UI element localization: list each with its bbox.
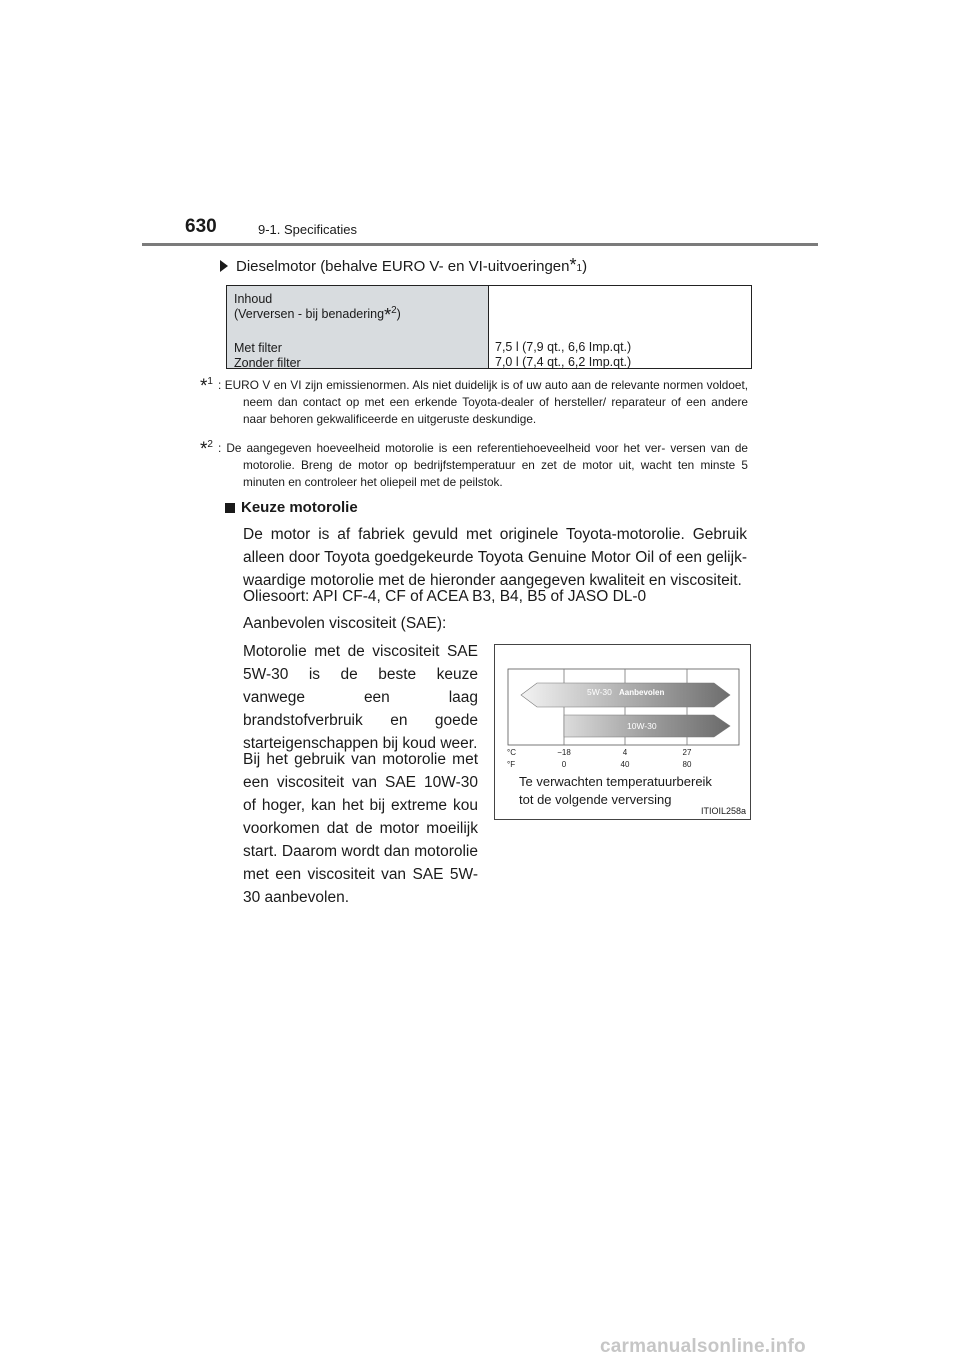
paragraph-10w30: Bij het gebruik van motorolie met een viscositeit van SAE 10W-30 of hoger, kan het bij extreme kou voorkomen dat de motor moeilijk start. Daarom wordt dan motorolie met een viscositeit van SAE 5W-30 aanbevolen. bbox=[243, 751, 478, 906]
series-label-aanbevolen: Aanbevolen bbox=[619, 688, 665, 697]
paragraph-5w30: Motorolie met de viscositeit SAE 5W-30 is de beste keuze vanwege een laag brandstofverbruik en goede starteigenschappen bij koud weer. bbox=[243, 643, 478, 752]
variant-heading-close: ) bbox=[582, 258, 588, 275]
capacity-table-labels bbox=[227, 286, 489, 368]
topic-title: Keuze motorolie bbox=[241, 499, 358, 516]
page-number: 630 bbox=[185, 216, 217, 237]
row-value-with-filter: 7,5 l (7,9 qt., 6,6 Imp.qt.) bbox=[495, 340, 632, 354]
tick-c-3: 27 bbox=[682, 748, 692, 757]
capacity-table-values bbox=[489, 286, 751, 368]
series-label-5w30: 5W-30 bbox=[587, 687, 612, 697]
footnote-text: : De aangegeven hoeveelheid motorolie is een referentiehoeveelheid voor het ver- versen van de motorolie. Breng de motor op bedrijfstemperatuur en zet de motor uit, wacht ten minste 5 minuten en controleer het oliepeil met de peilstok. bbox=[218, 441, 748, 489]
row-label-with-filter: Met filter bbox=[234, 341, 282, 355]
unit-fahrenheit: °F bbox=[507, 760, 516, 769]
footnote-marker: *$^2$ bbox=[200, 439, 213, 460]
footnote-2 bbox=[200, 440, 748, 491]
tick-f-3: 80 bbox=[682, 760, 692, 769]
capacity-table bbox=[226, 285, 752, 369]
footnote-1 bbox=[200, 377, 748, 428]
oil-intro-paragraph: De motor is af fabriek gevuld met originele Toyota-motorolie. Gebruik alleen door Toyota goedgekeurde Toyota Genuine Motor Oil of een gelijk- waardige motorolie met de hieronder aangegeven kwaliteit en viscositeit. bbox=[243, 526, 747, 589]
triangle-bullet-icon bbox=[220, 260, 228, 272]
capacity-subtitle: (Verversen - bij benadering*$^2$) bbox=[234, 304, 401, 325]
square-bullet-icon bbox=[225, 503, 235, 513]
series-label-10w30: 10W-30 bbox=[627, 721, 657, 731]
row-label-without-filter: Zonder filter bbox=[234, 356, 301, 370]
footnote-text: : EURO V en VI zijn emissienormen. Als niet duidelijk is of uw auto aan de relevante normen voldoet, neem dan contact op met een erkende Toyota-dealer of hersteller/ reparateur of een andere naar behoren gekwalificeerde en uitgeruste deskundige. bbox=[218, 378, 748, 426]
tick-c-2: 4 bbox=[622, 748, 628, 757]
viscosity-label: Aanbevolen viscositeit (SAE): bbox=[243, 615, 447, 632]
tick-f-1: 0 bbox=[561, 760, 567, 769]
tick-c-1: −18 bbox=[557, 748, 571, 757]
viscosity-chart bbox=[494, 644, 751, 820]
topic-heading bbox=[225, 499, 358, 516]
header-divider bbox=[142, 243, 818, 246]
footnote-marker: *$^1$ bbox=[200, 376, 213, 397]
footnote-star: * bbox=[569, 255, 577, 275]
section-title: 9-1. Specificaties bbox=[258, 222, 357, 237]
image-code: ITIOIL258a bbox=[700, 806, 746, 816]
row-value-without-filter: 7,0 l (7,4 qt., 6,2 Imp.qt.) bbox=[495, 355, 632, 369]
chart-caption: Te verwachten temperatuurbereik tot de volgende verversing bbox=[519, 774, 712, 807]
oil-type-line: Oliesoort: API CF-4, CF of ACEA B3, B4, B5 of JASO DL-0 bbox=[243, 588, 647, 605]
watermark-text: carmanualsonline.info bbox=[600, 1336, 806, 1357]
tick-f-2: 40 bbox=[620, 760, 630, 769]
capacity-title: Inhoud bbox=[234, 292, 273, 306]
variant-heading: Dieselmotor (behalve EURO V- en VI-uitvoeringen * 1 ) bbox=[220, 255, 587, 276]
unit-celsius: °C bbox=[507, 748, 516, 757]
variant-heading-text: Dieselmotor (behalve EURO V- en VI-uitvoeringen bbox=[236, 258, 570, 275]
